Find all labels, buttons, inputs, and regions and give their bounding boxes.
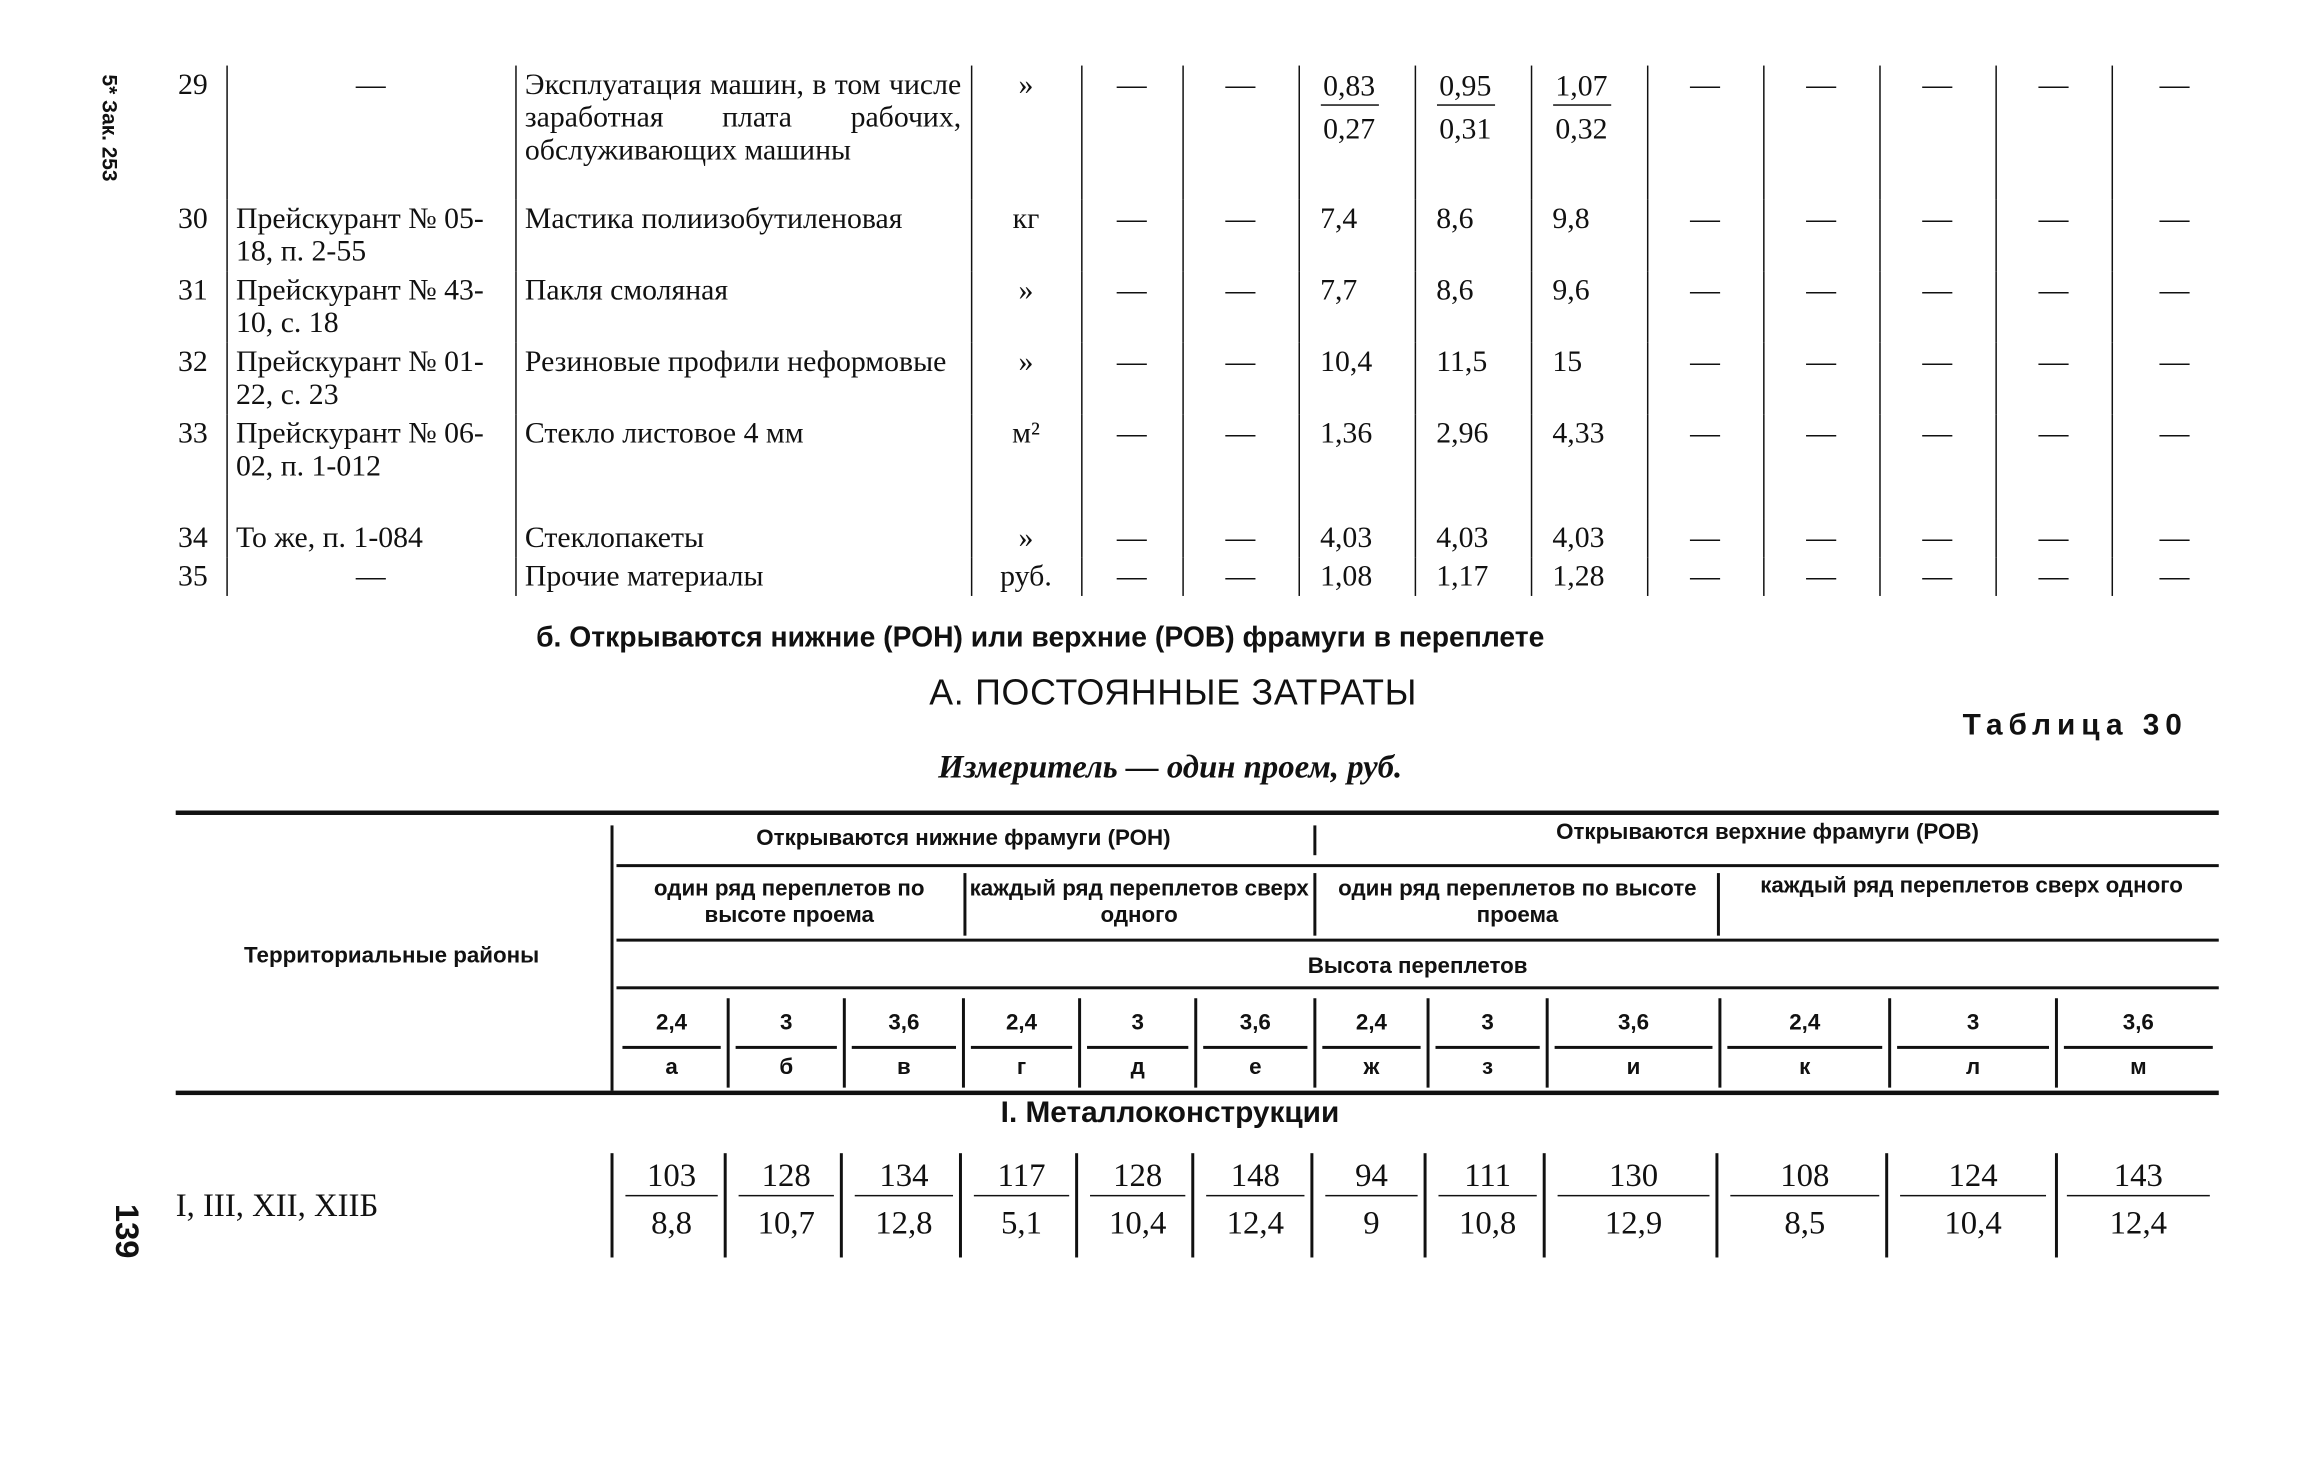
cost-value: 103 8,8 xyxy=(625,1156,717,1244)
header-bottom-rule xyxy=(176,1091,2219,1095)
value-cell: — xyxy=(1995,557,2111,596)
cost-value: 94 9 xyxy=(1325,1156,1417,1244)
group-upper: Открываются верхние фрамуги (РОВ) xyxy=(1556,819,1979,845)
value-cell: — xyxy=(1879,271,1995,343)
value-cell: — xyxy=(1995,271,2111,343)
value-cell: — xyxy=(2112,343,2237,415)
column-letter: а xyxy=(665,1054,678,1081)
height-value: 3 xyxy=(1481,1010,1494,1036)
cost-value: 111 10,8 xyxy=(1438,1156,1536,1244)
region-name: I, III, XII, XIIБ xyxy=(175,1185,379,1224)
value-cell: 15 xyxy=(1531,343,1647,415)
value-cell: 8,6 xyxy=(1415,200,1531,272)
row-number: 35 xyxy=(177,560,208,593)
group-lower: Открываются нижние фрамуги (РОН) xyxy=(756,825,1171,851)
height-value: 3 xyxy=(1131,1010,1144,1036)
column-letter: в xyxy=(896,1054,911,1081)
value-cell: — xyxy=(2112,414,2237,518)
section-heading: б. Открываются нижние (РОН) или верхние (РОВ) фрамуги в переплете xyxy=(536,622,1545,655)
value-cell: 4,33 xyxy=(1531,414,1647,518)
sub-lower-one: один ряд переплетов по высоте проема xyxy=(653,876,925,929)
value-cell: — xyxy=(1647,343,1763,415)
price-source: Прейскурант № 43-10, с. 18 xyxy=(226,271,515,343)
price-source: Прейскурант № 01-22, с. 23 xyxy=(226,343,515,415)
table-row xyxy=(167,518,2237,557)
value-cell: — xyxy=(1879,343,1995,415)
item-description: Эксплуатация машин, в том числе заработная плата рабочих, обслуживающих машины xyxy=(515,66,971,200)
height-value: 2,4 xyxy=(1355,1010,1387,1036)
table-row xyxy=(167,557,2237,596)
cost-value: 128 10,7 xyxy=(739,1156,834,1244)
value-cell: 7,7 xyxy=(1298,271,1414,343)
row-number: 29 xyxy=(177,68,208,102)
column-letter: и xyxy=(1626,1054,1641,1081)
value-cell: — xyxy=(1081,343,1182,415)
value-cell: — xyxy=(1647,518,1763,557)
value-cell: 10,4 xyxy=(1298,343,1414,415)
height-value: 3,6 xyxy=(2122,1010,2154,1036)
value-cell: — xyxy=(1995,343,2111,415)
height-value: 3 xyxy=(1966,1010,1980,1036)
price-source: Прейскурант № 05-18, п. 2-55 xyxy=(226,200,515,272)
item-description: Мастика полиизобутиленовая xyxy=(515,200,971,272)
table-30-header xyxy=(176,811,2219,1094)
unit: м² xyxy=(971,414,1081,518)
value-cell: — xyxy=(2112,271,2237,343)
row-number: 34 xyxy=(177,521,208,555)
value-cell: — xyxy=(1647,414,1763,518)
value-cell: — xyxy=(1763,200,1879,272)
value-cell: 11,5 xyxy=(1415,343,1531,415)
unit: » xyxy=(971,271,1081,343)
height-value: 3 xyxy=(780,1010,793,1036)
cost-value: 148 12,4 xyxy=(1206,1156,1304,1244)
item-description: Прочие материалы xyxy=(515,557,971,596)
materials-table xyxy=(167,66,2237,596)
value-cell: — xyxy=(1763,518,1879,557)
value-cell: — xyxy=(2112,557,2237,596)
price-source: — xyxy=(226,66,515,200)
value-cell: — xyxy=(1081,557,1182,596)
value-cell: — xyxy=(1182,200,1298,272)
subsection-heading: I. Металлоконструкции xyxy=(1000,1096,1340,1130)
cost-value: 143 12,4 xyxy=(2067,1156,2210,1244)
cost-value: 130 12,9 xyxy=(1558,1156,1710,1244)
value-cell: 7,4 xyxy=(1298,200,1414,272)
column-letter: м xyxy=(2130,1054,2147,1081)
value-cell: — xyxy=(1081,518,1182,557)
table-number: Таблица 30 xyxy=(1962,709,2188,742)
column-letter: б xyxy=(779,1054,794,1081)
height-value: 3,6 xyxy=(888,1010,920,1036)
value-cell: — xyxy=(1182,343,1298,415)
value-cell: — xyxy=(1879,414,1995,518)
table-row xyxy=(167,271,2237,343)
column-letter: д xyxy=(1130,1054,1145,1081)
cost-value: 108 8,5 xyxy=(1730,1156,1879,1244)
value-cell: $\frac{1,07}{0,32}$ xyxy=(1531,66,1647,200)
value-cell: — xyxy=(1182,557,1298,596)
value-cell: — xyxy=(1879,557,1995,596)
value-cell: — xyxy=(1081,414,1182,518)
table-row xyxy=(167,414,2237,518)
value-cell: — xyxy=(1081,200,1182,272)
value-cell: 1,08 xyxy=(1298,557,1414,596)
value-cell: — xyxy=(1763,271,1879,343)
value-cell: — xyxy=(1081,66,1182,200)
value-cell: — xyxy=(1647,271,1763,343)
value-cell: — xyxy=(1763,414,1879,518)
value-cell: 1,36 xyxy=(1298,414,1414,518)
price-source: То же, п. 1-084 xyxy=(226,518,515,557)
part-heading: А. ПОСТОЯННЫЕ ЗАТРАТЫ xyxy=(929,673,1418,714)
unit: руб. xyxy=(971,557,1081,596)
value-cell: — xyxy=(1182,66,1298,200)
height-value: 2,4 xyxy=(1005,1010,1038,1036)
unit: » xyxy=(971,343,1081,415)
value-cell: $\frac{0,83}{0,27}$ xyxy=(1298,66,1414,200)
measure-unit: Измеритель — один проем, руб. xyxy=(938,747,1403,786)
column-letter: ж xyxy=(1363,1054,1380,1081)
value-cell: $\frac{0,95}{0,31}$ xyxy=(1415,66,1531,200)
value-cell: — xyxy=(1879,200,1995,272)
height-value: 3,6 xyxy=(1239,1010,1271,1036)
item-description: Стеклопакеты xyxy=(515,518,971,557)
value-cell: — xyxy=(1763,66,1879,200)
unit: кг xyxy=(971,200,1081,272)
column-letter: з xyxy=(1482,1054,1494,1081)
value-cell: — xyxy=(1182,414,1298,518)
unit: » xyxy=(971,66,1081,200)
value-cell: — xyxy=(1647,557,1763,596)
cost-value: 117 5,1 xyxy=(974,1156,1069,1244)
order-mark: 5* Зак. 253 xyxy=(98,74,123,182)
value-cell: — xyxy=(2112,518,2237,557)
price-source: Прейскурант № 06-02, п. 1-012 xyxy=(226,414,515,518)
value-cell: — xyxy=(1647,66,1763,200)
value-cell: — xyxy=(1081,271,1182,343)
table-row xyxy=(167,66,2237,200)
item-description: Пакля смоляная xyxy=(515,271,971,343)
value-cell: 4,03 xyxy=(1531,518,1647,557)
page-number: 139 xyxy=(108,1203,146,1259)
top-rule xyxy=(176,811,2219,815)
region-header: Территориальные районы xyxy=(244,943,540,969)
table-row xyxy=(167,200,2237,272)
value-cell: — xyxy=(1995,66,2111,200)
value-cell: — xyxy=(1182,271,1298,343)
sub-lower-each: каждый ряд переплетов сверх одного xyxy=(969,876,1309,929)
item-description: Стекло листовое 4 мм xyxy=(515,414,971,518)
height-header: Высота переплетов xyxy=(1307,953,1528,979)
sub-upper-one: один ряд переплетов по высоте проема xyxy=(1338,876,1697,929)
value-cell: 4,03 xyxy=(1415,518,1531,557)
value-cell: — xyxy=(1995,200,2111,272)
row-number: 32 xyxy=(177,345,208,379)
column-letter: к xyxy=(1799,1054,1811,1081)
price-source: — xyxy=(226,557,515,596)
value-cell: — xyxy=(1763,343,1879,415)
value-cell: — xyxy=(1995,414,2111,518)
value-cell: 2,96 xyxy=(1415,414,1531,518)
value-cell: — xyxy=(1879,518,1995,557)
cost-value: 134 12,8 xyxy=(855,1156,953,1244)
row-number: 33 xyxy=(177,417,208,450)
value-cell: 9,6 xyxy=(1531,271,1647,343)
height-value: 3,6 xyxy=(1618,1010,1650,1036)
value-cell: — xyxy=(1879,66,1995,200)
value-cell: — xyxy=(1182,518,1298,557)
column-letter: л xyxy=(1965,1054,1981,1081)
value-cell: 9,8 xyxy=(1531,200,1647,272)
height-value: 2,4 xyxy=(1789,1010,1821,1036)
column-letter: г xyxy=(1016,1054,1027,1081)
height-value: 2,4 xyxy=(656,1010,688,1036)
cost-value: 124 10,4 xyxy=(1900,1156,2046,1244)
value-cell: 4,03 xyxy=(1298,518,1414,557)
value-cell: — xyxy=(2112,66,2237,200)
unit: » xyxy=(971,518,1081,557)
column-letter: е xyxy=(1249,1054,1262,1081)
cost-value: 128 10,4 xyxy=(1090,1156,1185,1244)
row-number: 30 xyxy=(177,202,208,236)
value-cell: — xyxy=(1763,557,1879,596)
value-cell: 1,28 xyxy=(1531,557,1647,596)
row-number: 31 xyxy=(177,274,208,307)
value-cell: — xyxy=(1647,200,1763,272)
value-cell: 1,17 xyxy=(1415,557,1531,596)
item-description: Резиновые профили неформовые xyxy=(515,343,971,415)
table-row xyxy=(167,343,2237,415)
value-cell: — xyxy=(1995,518,2111,557)
value-cell: 8,6 xyxy=(1415,271,1531,343)
sub-upper-each: каждый ряд переплетов сверх одного xyxy=(1760,873,2183,899)
value-cell: — xyxy=(2112,200,2237,272)
